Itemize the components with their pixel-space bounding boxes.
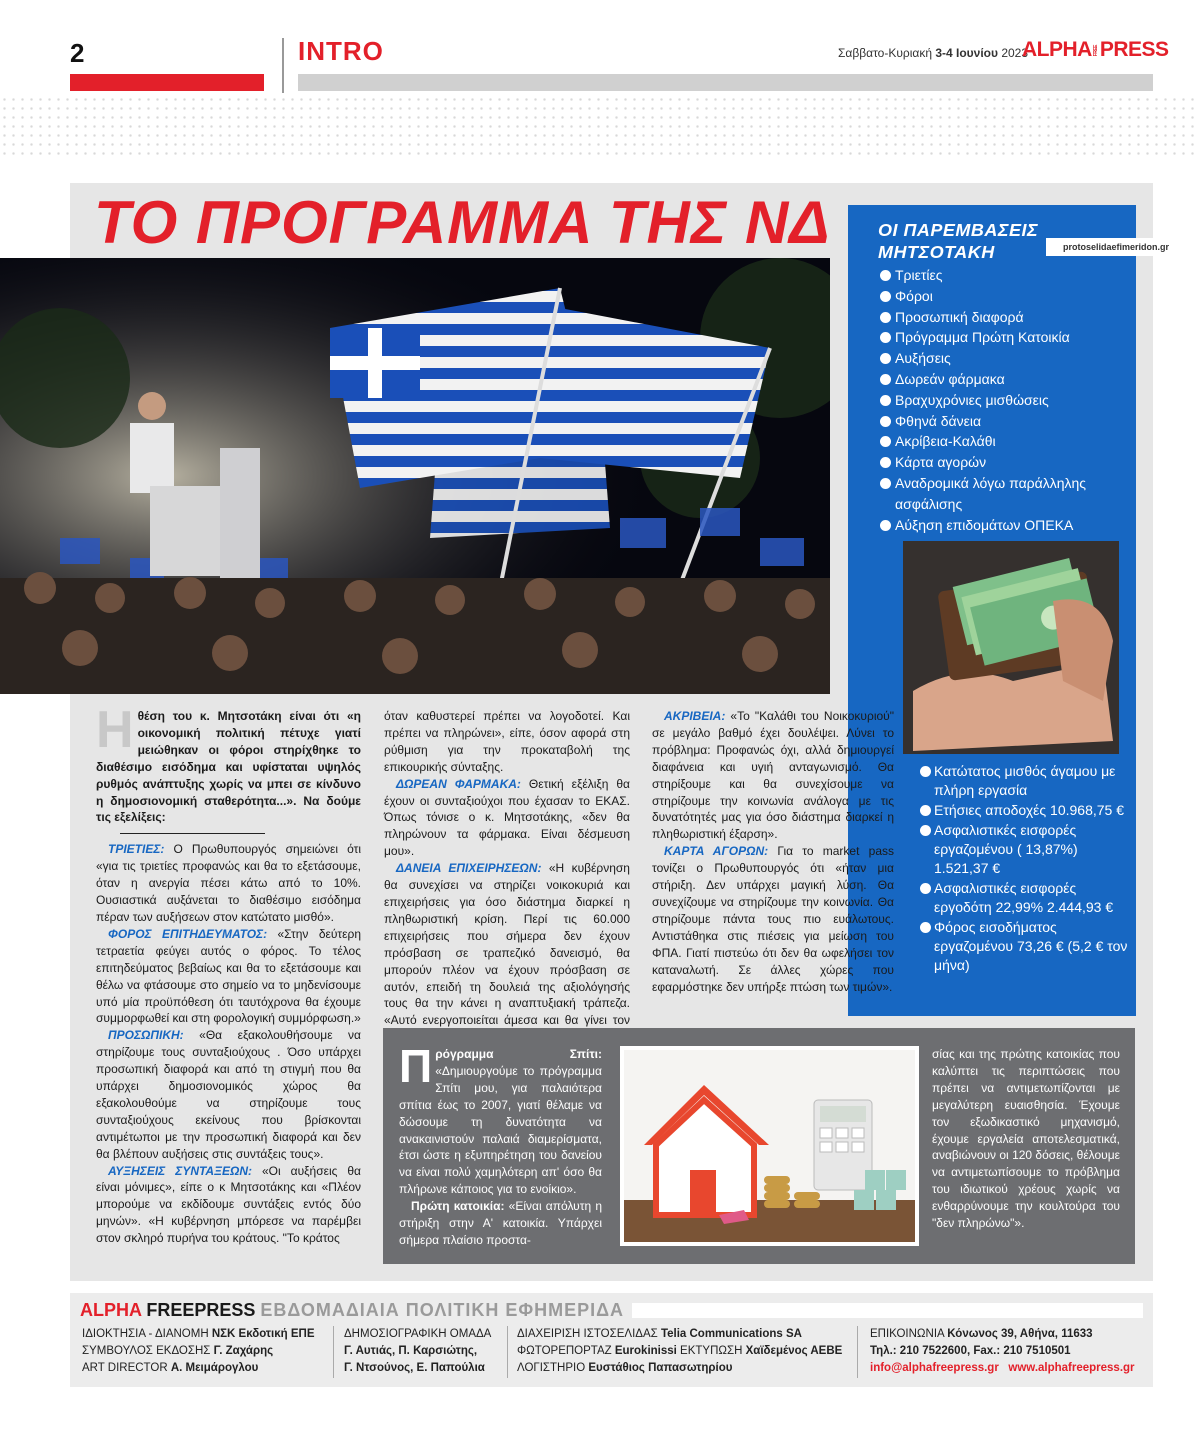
source-watermark: protoselidaefimeridon.gr (1046, 238, 1186, 256)
house-photo-frame (624, 1050, 915, 1242)
list-item: Δωρεάν φάρμακα (880, 369, 1130, 390)
logo-press: PRESS (1099, 38, 1169, 61)
keyword-label: ΔΑΝΕΙΑ ΕΠΙΧΕΙΡΗΣΕΩΝ: (396, 861, 542, 876)
list-item: Ασφαλιστικές εισφορές εργαζομένου ( 13,87%) 1.521,37 € (920, 821, 1128, 878)
list-item: Κατώτατος μισθός άγαμου με πλήρη εργασία (920, 762, 1128, 800)
list-item: Ασφαλιστικές εισφορές εργοδότη 22,99% 2.444,93 € (920, 879, 1128, 917)
masthead-divider (857, 1326, 858, 1378)
logo-free: FREE (1092, 44, 1099, 57)
masthead-value: Ευστάθιος Παπασωτηρίου (588, 1362, 733, 1374)
rally-photo (0, 258, 830, 694)
issue-date (838, 46, 1028, 60)
page-number: 2 (70, 38, 85, 68)
dot-pattern (0, 95, 1200, 155)
masthead-value: ΝΣΚ Εκδοτική ΕΠΕ (211, 1328, 315, 1340)
paragraph-text: Για το market pass τονίζει ο Πρωθυπουργός ότι «ήταν μια στήριξη. Δεν υπάρχει μαγική λύση. Θα συνεχίζουμε να στηρίζουμε την κοινωνία. Θα στηρίζουμε πάντα τους πιο ευάλωτους. Αντιστάθηκα στις πιέσεις για μείωση του ΦΠΑ. Γιατί πιστεύω ότι δεν θα ωφελήσει τον καταναλωτή. Σε άλλες χώρες που εφαρμόστηκε δεν υπήρξε πτώση των τιμών». (652, 844, 894, 994)
masthead-row (870, 1326, 1135, 1343)
keyword-label: ΑΚΡΙΒΕΙΑ: (664, 709, 726, 723)
paragraph (399, 1198, 602, 1249)
masthead-value: Α. Μειμάρογλου (170, 1362, 259, 1374)
rally-photo-illustration (0, 258, 830, 694)
keyword-label: ΔΩΡΕΑΝ ΦΑΡΜΑΚΑ: (396, 776, 521, 791)
paragraph: όταν καθυστερεί πρέπει να λογοδοτεί. Και πρέπει να πληρώνει», είπε, όσον αφορά στη ρύθμιση για την προκαταβολή της επικουρικής σύνταξης. (384, 709, 630, 774)
article-column-1 (96, 701, 361, 1247)
header-divider (282, 38, 284, 93)
paragraph (399, 1040, 602, 1198)
website-link[interactable]: www.alphafreepress.gr (1008, 1362, 1135, 1374)
list-item: Φθηνά δάνεια (880, 411, 1130, 432)
headline: ΤΟ ΠΡΟΓΡΑΜΜΑ ΤΗΣ ΝΔ (94, 189, 831, 256)
keyword-label: ΤΡΙΕΤΙΕΣ: (108, 842, 165, 857)
wallet-photo (903, 541, 1119, 754)
paragraph-text: «Το "Καλάθι του Νοικοκυριού" σε μεγάλο βαθμό έχει δουλέψει. Λύνει το πρόβλημα: Προφανώς όχι, αλλά δημιουργεί διαφάνεια και υγιή ανταγωνισμό. Θα στηρίξουμε και θα συνεχίσουμε να στηρίζουμε την κοινωνία ανάλογα με τις δυνατότητές μας για όσο διάστημα διαρκεί η πληθωριστική έξαρση». (652, 709, 894, 842)
date-prefix: Σαββατο-Κυριακή (838, 46, 936, 60)
paragraph (384, 860, 630, 1046)
masthead-brand (80, 1300, 624, 1321)
paragraph-bold: ρόγραμμα Σπίτι: (435, 1047, 602, 1061)
list-item: Φόροι (880, 286, 1130, 307)
paragraph-text: «Είναι απόλυτη η στήριξη στην Α' κατοικία. Υπάρχει σήμερα πλαίσιο προστα- (399, 1199, 602, 1247)
masthead-label: ART DIRECTOR (82, 1362, 171, 1374)
housing-column-1 (399, 1040, 602, 1249)
masthead-label: ΣΥΜΒΟΥΛΟΣ ΕΚΔΟΣΗΣ (82, 1345, 214, 1357)
masthead-row (870, 1360, 1135, 1377)
list-item: Τριετίες (880, 265, 1130, 286)
paragraph: σίας και της πρώτης κατοικίας που καλύπτει τις περιπτώσεις που πρέπει να αντιμετωπίζονται με μεγαλύτερη ευαισθησία. Έχουμε τον εξωδικαστικό μηχανισμό, έχουμε εργαλεία αποτελεσματικά, αναβιώνουν οι 120 δόσεις, θέλουμε να αντιμετωπίσουμε το πρόβλημα του ιδιωτικού χρέους χωρίς να ενθαρρύνουμε την κουλτούρα του "δεν πληρώνω"». (932, 1047, 1120, 1231)
paragraph-bold: Πρώτη κατοικία: (411, 1199, 505, 1214)
paragraph (96, 841, 361, 926)
masthead-value-text: Γ. Ντσούνος, Ε. Παπούλια (344, 1362, 485, 1374)
masthead-column-3 (517, 1326, 842, 1377)
brand-freepress: FREEPRESS (146, 1300, 256, 1320)
article-lead (96, 701, 361, 826)
masthead-label: ΔΙΑΧΕΙΡΙΣΗ ΙΣΤΟΣΕΛΙΔΑΣ (517, 1328, 661, 1340)
masthead-row (82, 1343, 315, 1360)
drop-cap: Π (399, 1040, 433, 1092)
masthead-row (870, 1343, 1135, 1360)
brand-alpha: ALPHA (80, 1300, 142, 1320)
keyword-label: ΚΑΡΤΑ ΑΓΟΡΩΝ: (664, 844, 769, 859)
interventions-list (880, 265, 1130, 535)
section-title: INTRO (298, 36, 384, 66)
list-item: Βραχυχρόνιες μισθώσεις (880, 390, 1130, 411)
list-item: Φόρος εισοδήματος εργαζομένου 73,26 € (5,2 € τον μήνα) (920, 918, 1128, 975)
house-photo (620, 1046, 919, 1246)
masthead-row (82, 1326, 315, 1343)
paragraph-text: «Δημιουργούμε το πρόγραμμα Σπίτι μου, για παλαιότερα σπίτια έως το 2007, γιατί θέλαμε να δώσουμε τη δυνατότητα να ανακαινιστούν παλαιά διαμερίσματα, έτσι ώστε η εξυπηρέτηση του δανείου να είναι πολύ χαμηλότερη απ' όσο θα πλήρωνε κάποιος για το ενοίκιο». (399, 1063, 602, 1197)
masthead-value (344, 1343, 491, 1360)
masthead-column-4 (870, 1326, 1135, 1377)
paragraph (652, 708, 894, 843)
keyword-label: ΠΡΟΣΩΠΙΚΗ: (108, 1028, 184, 1043)
paragraph-text: «Θα εξακολουθήσουμε να στηρίζουμε τους συνταξιούχους . Όσο υπάρχει προσωπική διαφορά και από τη στιγμή που θα υπάρχει δημοσιονομικός χώρος θα εξακολουθούμε να στηρίζουμε τους συνταξιούχους εκείνους που βρίσκονται αντιμέτωποι με την προσωπική διαφορά και δεν θα βλέπουν αυξήσεις στις συντάξεις τους». (96, 1028, 361, 1161)
header-red-bar (70, 74, 264, 91)
list-item: Προσωπική διαφορά (880, 307, 1130, 328)
masthead-column-1 (82, 1326, 315, 1377)
masthead-label: ΙΔΙΟΚΤΗΣΙΑ - ΔΙΑΝΟΜΗ (82, 1328, 212, 1340)
masthead-value: Eurokinissi (614, 1345, 677, 1357)
list-item: Πρόγραμμα Πρώτη Κατοικία (880, 327, 1130, 348)
paragraph-text: «Η κυβέρνηση θα συνεχίσει να στηρίζει νοικοκυριά και επιχειρήσεις για όσο διάστημα διαρκεί η πληθωριστική κρίση. Περί τις 60.000 επιχειρήσεις που σήμερα δεν έχουν πρόσβαση σε τραπεζικό δανεισμό, θα μπορούν πλέον να έχουν πρόσβαση σε αυτόν, επειδή τη δουλειά της αξιολόγησής τους θα την κάνει η αναπτυξιακή τράπεζα. «Αυτό ενεργοποιείται άμεσα και θα γίνει τον (384, 861, 630, 1028)
masthead-value: Telia Communications SA (660, 1328, 802, 1340)
article-column-2 (384, 708, 630, 1046)
house-photo-illustration (624, 1050, 915, 1242)
paragraph (96, 1163, 361, 1248)
list-item: Ετήσιες αποδοχές 10.968,75 € (920, 801, 1128, 820)
masthead-value: Κόνωνος 39, Αθήνα, 11633 (947, 1328, 1093, 1340)
logo-alpha: ALPHA (1022, 38, 1092, 61)
divider-line (120, 833, 265, 834)
brand-tagline: ΕΒΔΟΜΑΔΙΑΙΑ ΠΟΛΙΤΙΚΗ ΕΦΗΜΕΡΙΔΑ (260, 1300, 625, 1320)
masthead-label: ΛΟΓΙΣΤΗΡΙΟ (517, 1362, 589, 1374)
list-item: Αύξηση επιδομάτων ΟΠΕΚΑ (880, 515, 1130, 536)
date-days: 3-4 Ιουνίου (935, 46, 998, 60)
masthead-value: Τηλ.: 210 7522600, Fax.: 210 7510501 (870, 1345, 1071, 1357)
masthead-value: Γ. Ζαχάρης (213, 1345, 274, 1357)
header-grey-bar (298, 74, 1153, 91)
masthead-divider (333, 1326, 334, 1378)
masthead-label: ΔΗΜΟΣΙΟΓΡΑΦΙΚΗ ΟΜΑΔΑ (344, 1328, 492, 1340)
masthead-value: Χαϊδεμένος ΑΕΒΕ (745, 1345, 843, 1357)
masthead-column-2 (344, 1326, 491, 1377)
lead-text: θέση του κ. Μητσοτάκη είναι ότι «η οικονομική πολιτική πέτυχε γιατί μειώθηκαν οι φόροι στηρίχθηκε το διαθέσιμο εισόδημα και υφίσταται υψηλός ρυθμός ανάπτυξης χωρίς να μπει σε κίνδυνο η δημοσιονομική σταθερότητα...». Να δούμε τις εξελίξεις: (96, 709, 361, 825)
paragraph (96, 926, 361, 1027)
wallet-photo-illustration (903, 541, 1119, 754)
paragraph-text: «Οι αυξήσεις θα είναι μόνιμες», είπε ο κ Μητσοτάκης και «Πλέον μπορούμε να εκδίδουμε συντάξεις εντός δύο μηνών». «Η κυβέρνηση μπόρεσε να παρέμβει στον σκληρό πυρήνα του κράτους. "Το κράτος (96, 1163, 361, 1246)
interventions-title-line2: ΜΗΤΣΟΤΑΚΗ (878, 242, 995, 262)
paragraph-text: Ο Πρωθυπουργός σημειώνει ότι «για τις τριετίες προφανώς και θα το εξετάσουμε, όταν η ανεργία πέσει κάτω από το 10%. Ουσιαστικά αυξάνεται το διαθέσιμο εισόδημα πέραν των αυξήσεων στον κατώτατο μισθό». (96, 842, 361, 924)
email-link[interactable]: info@alphafreepress.gr (870, 1362, 999, 1374)
list-item: Αναδρομικά λόγω παράλληλης ασφάλισης (880, 473, 1130, 515)
paragraph-text: Θετική εξέλιξη θα έχουν οι συνταξιούχοι που έχασαν το ΕΚΑΣ. Όπως τόνισε ο κ. Μητσοτάκης, «δεν θα πληρώνουν τα φάρμακα. Είναι δέσμευση μου». (384, 776, 630, 859)
newspaper-logo (1022, 38, 1169, 62)
minimum-wage-list (920, 762, 1128, 976)
interventions-title (878, 219, 1038, 263)
list-item: Αυξήσεις (880, 348, 1130, 369)
paragraph (652, 843, 894, 995)
keyword-label: ΦΟΡΟΣ ΕΠΙΤΗΔΕΥΜΑΤΟΣ: (108, 926, 268, 941)
paragraph (96, 1027, 361, 1162)
article-column-3 (652, 708, 894, 995)
paragraph (384, 776, 630, 861)
paragraph-text: «Στην δεύτερη τετραετία φεύγει αυτός ο φόρος. Το τέλος επιτηδεύματος βεβαίως και θα το εξετάσουμε και θέλω να φτάσουμε στο σημείο να το μηδενίσουμε υπό μία προϋπόθεση ότι ταυτόχρονα θα έχουμε συμμορφωθεί και στη φορολογική συμμόρφωση.» (96, 926, 361, 1026)
interventions-title-line1: ΟΙ ΠΑΡΕΜΒΑΣΕΙΣ (878, 220, 1039, 240)
keyword-label: ΑΥΞΗΣΕΙΣ ΣΥΝΤΑΞΕΩΝ: (108, 1163, 253, 1178)
housing-column-2 (932, 1046, 1120, 1232)
date-year: 2023 (998, 46, 1029, 60)
masthead-row (517, 1326, 842, 1343)
masthead-strip (632, 1303, 1143, 1318)
masthead-label: ΕΠΙΚΟΙΝΩΝΙΑ (870, 1328, 948, 1340)
list-item: Κάρτα αγορών (880, 452, 1130, 473)
list-item: Ακρίβεια-Καλάθι (880, 431, 1130, 452)
masthead-row (517, 1360, 842, 1377)
masthead-value (344, 1360, 491, 1377)
masthead-label: ΦΩΤΟΡΕΠΟΡΤΑΖ (517, 1345, 615, 1357)
masthead-row (82, 1360, 315, 1377)
masthead-divider (507, 1326, 508, 1378)
masthead-row (517, 1343, 842, 1360)
masthead-value-text: Γ. Αυτιάς, Π. Καρσιώτης, (344, 1345, 478, 1357)
drop-cap: Η (96, 701, 134, 759)
masthead-label: ΕΚΤΥΠΩΣΗ (676, 1345, 746, 1357)
